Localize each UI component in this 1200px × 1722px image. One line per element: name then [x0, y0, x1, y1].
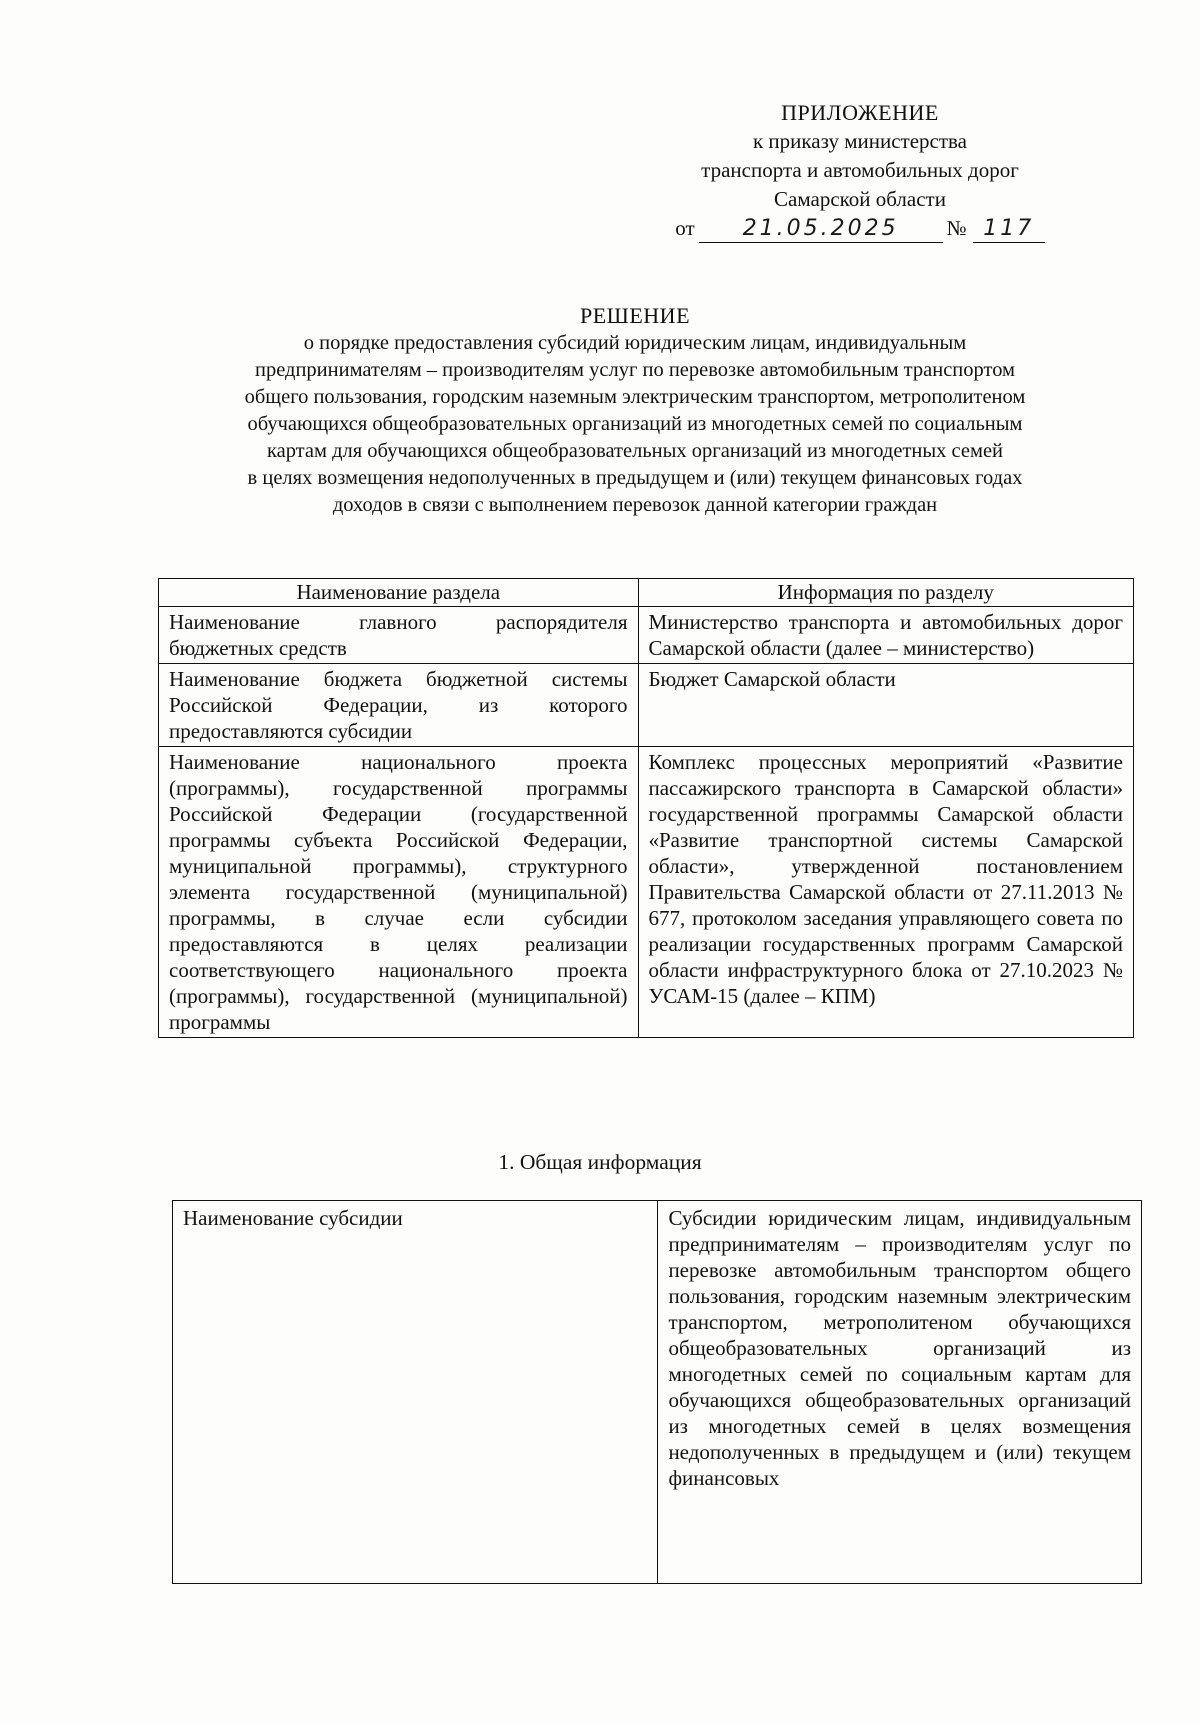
order-date-handwritten: 21.05.2025: [742, 216, 899, 241]
table-row: [159, 607, 1134, 664]
info-table: [158, 578, 1134, 1038]
table-row: [159, 747, 1134, 1038]
decision-subtitle-line: картам для обучающихся общеобразовательных организаций из многодетных семей: [266, 440, 1004, 462]
decision-subtitle-line: о порядке предоставления субсидий юридическим лицам, индивидуальным: [303, 332, 967, 354]
decision-title: РЕШЕНИЕ: [579, 303, 691, 328]
header-section-name: Наименование раздела: [159, 579, 639, 607]
decision-subtitle-line: предпринимателям – производителям услуг по перевозке автомобильным транспортом: [254, 359, 1016, 381]
decision-heading: [160, 302, 1110, 519]
row-name-cell: Наименование бюджета бюджетной системы Российской Федерации, из которого предоставляются субсидии: [159, 664, 639, 747]
decision-subtitle-line: в целях возмещения недополученных в предыдущем и (или) текущем финансовых годах: [247, 467, 1023, 489]
row-info-cell: Субсидии юридическим лицам, индивидуальным предпринимателям – производителям услуг по перевозке автомобильным транспортом общего пользования, городским наземным электрическим транспортом, метрополитеном обучающихся общеобразовательных организаций из многодетных семей по социальным картам для обучающихся общеобразовательных организаций из многодетных семей в целях возмещения недополученных в предыдущем и (или) текущем финансовых: [658, 1201, 1142, 1584]
number-label: №: [946, 216, 967, 240]
appendix-line-1: к приказу министерства: [752, 129, 968, 153]
table-header-row: [159, 579, 1134, 607]
general-info-table: [172, 1200, 1142, 1584]
table-row: [173, 1201, 1142, 1584]
order-number-handwritten: 117: [983, 216, 1035, 241]
row-info-cell: Комплекс процессных мероприятий «Развитие пассажирского транспорта в Самарской области» государственной программы Самарской области «Развитие транспортной системы Самарской области», утвержденной постановлением Правительства Самарской области от 27.11.2013 № 677, протоколом заседания управляющего совета по реализации государственных программ Самарской области инфраструктурного блока от 27.10.2023 № УСАМ-15 (далее – КПМ): [638, 747, 1134, 1038]
table-row: [159, 664, 1134, 747]
order-date-field: [699, 215, 943, 243]
decision-subtitle-line: доходов в связи с выполнением перевозок данной категории граждан: [332, 494, 938, 516]
appendix-title: ПРИЛОЖЕНИЕ: [781, 100, 939, 125]
header-section-info: Информация по разделу: [638, 579, 1134, 607]
order-number-field: [973, 215, 1045, 243]
decision-subtitle-line: обучающихся общеобразовательных организаций из многодетных семей по социальным: [247, 413, 1023, 435]
section-1-title: 1. Общая информация: [498, 1150, 702, 1174]
from-label: от: [675, 216, 695, 240]
order-date-number-line: [640, 214, 1080, 243]
row-name-cell: Наименование субсидии: [173, 1201, 658, 1584]
appendix-header: [640, 98, 1080, 243]
row-name-cell: Наименование главного распорядителя бюджетных средств: [159, 607, 639, 664]
appendix-line-2: транспорта и автомобильных дорог: [701, 158, 1019, 182]
row-name-cell: Наименование национального проекта (программы), государственной программы Российской Федерации (государственной программы субъекта Российской Федерации, муниципальной программы), структурного элемента государственной (муниципальной) программы, в случае если субсидии предоставляются в целях реализации соответствующего национального проекта (программы), государственной (муниципальной) программы: [159, 747, 639, 1038]
row-info-cell: Министерство транспорта и автомобильных дорог Самарской области (далее – министерство): [638, 607, 1134, 664]
row-info-cell: Бюджет Самарской области: [638, 664, 1134, 747]
appendix-line-3: Самарской области: [774, 187, 946, 211]
decision-subtitle-line: общего пользования, городским наземным электрическим транспортом, метрополитеном: [244, 386, 1026, 408]
